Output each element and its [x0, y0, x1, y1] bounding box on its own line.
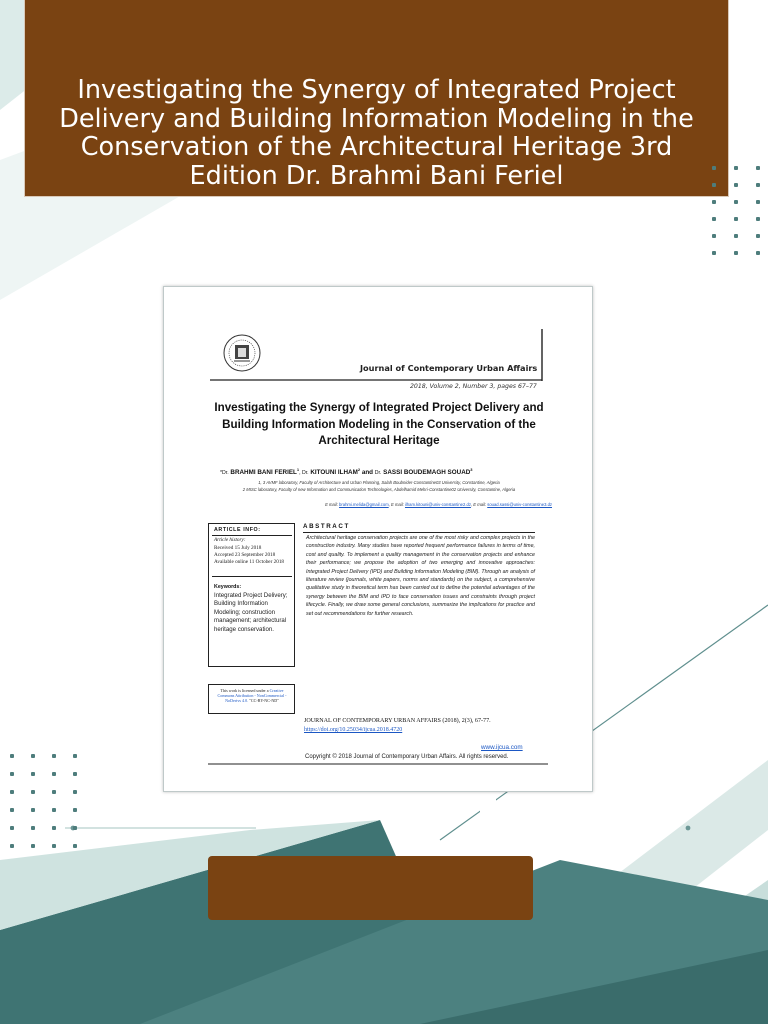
license-link[interactable]: Creative Commons Attribution - NonCommercial - NoDerivs 4.0.	[217, 688, 287, 704]
email-line	[212, 502, 552, 507]
received-date: Received 15 July 2018	[214, 545, 262, 551]
email-label: , E mail:	[388, 502, 404, 507]
author-prefix: , Dr.	[299, 470, 309, 477]
journal-logo	[224, 335, 260, 371]
accepted-date: Accepted 23 September 2018	[214, 552, 276, 558]
copyright: Copyright © 2018 Journal of Contemporary Urban Affairs. All rights reserved.	[305, 754, 509, 760]
dot-pattern-left	[10, 754, 77, 848]
divider	[212, 535, 292, 536]
cover-title: Investigating the Synergy of Integrated Project Delivery and Building Information Modeling in the Conservation of the Architectural Heritage 3rd Edition Dr. Brahmi Bani Feriel	[59, 75, 694, 191]
author-sup: 2	[357, 467, 361, 472]
cover-title-banner	[25, 0, 728, 196]
doi-link[interactable]: https://doi.org/10.25034/ijcua.2018.4720	[304, 727, 403, 733]
divider	[303, 532, 535, 533]
divider	[212, 576, 292, 577]
author-and: and	[361, 469, 374, 477]
affiliation-2: 2 MISC laboratory, Faculty of new Information and Communication Technologies, Abdelhamid Mehri-Constantine02 University, Constantine, Algeria	[242, 487, 516, 492]
author-name: KITOUNI ILHAM	[310, 469, 358, 477]
article-info-heading: ARTICLE INFO:	[214, 527, 261, 533]
email-link[interactable]: brahmi.melida@gmail.com	[339, 502, 389, 507]
abstract-text: Architectural heritage conservation projects are one of the most risky and complex projects in the construction industry. Many studies have reported frequent performance failures in terms of time, cost and quality. To implement a quality management in the conservation projects and enhance their performance; we propose the adoption of two emerging and innovative approaches: Integrated Project Delivery (IPD) and Building Information Modeling (BIM). Through an analysis of literature review (journals, white papers, norms and standards) on the subject, a comprehensive qualitative study in theoretical term has been carried out to define the potential advantages of the synergy between the BIM and IPD to face conservation issues and constraints through project lifecycle. Finally, we draw some general conclusions, summarize the implications for practice and set out recommendations for further research.	[306, 535, 535, 617]
author-sup: 1	[296, 467, 300, 472]
license-intro: This work is licensed under a	[220, 688, 269, 693]
author-prefix: Dr.	[374, 470, 382, 477]
abstract-heading: ABSTRACT	[303, 523, 350, 530]
author-name: BRAHMI BANI FERIEL	[230, 469, 297, 477]
article-history-label: Article history:	[214, 537, 246, 543]
email-link[interactable]: souad.sassi@univ-constantine3.dz	[487, 502, 552, 507]
dot-pattern-right	[712, 166, 760, 255]
author-sup: 3	[470, 467, 473, 472]
license-code: "CC-BY-NC-ND"	[249, 698, 279, 704]
license-box	[208, 684, 295, 714]
email-label: E mail:	[325, 502, 338, 507]
citation: JOURNAL OF CONTEMPORARY URBAN AFFAIRS (2018), 2(3), 67-77.	[304, 718, 491, 724]
keywords-label: Keywords:	[214, 584, 242, 590]
author-prefix: *Dr.	[220, 470, 229, 477]
volume-line: 2018, Volume 2, Number 3, pages 67–77	[410, 383, 537, 390]
website-link[interactable]: www.ijcua.com	[481, 744, 523, 751]
affiliation-1: 1, 3 AVMF laboratory, Faculty of Architecture and Urban Planning, Salah Boubnider-Constantine03 University, Constantine, Algeria	[258, 480, 500, 485]
keywords-text: Integrated Project Delivery; Building Information Modeling; construction management; architectural heritage conservation.	[214, 592, 288, 633]
email-link[interactable]: ilham.kitouni@univ-constantine2.dz	[404, 502, 471, 507]
license-text	[212, 688, 292, 704]
article-info-box	[208, 523, 295, 667]
paper-title: Investigating the Synergy of Integrated Project Delivery and Building Information Modeling in the Conservation of the Architectural Heritage	[214, 401, 544, 447]
available-date: Available online 11 October 2018	[214, 559, 285, 565]
email-label: , E mail:	[470, 502, 487, 507]
bottom-button-bar[interactable]	[208, 856, 533, 920]
document-preview[interactable]	[163, 286, 593, 792]
author-name: SASSI BOUDEMAGH SOUAD	[383, 469, 471, 477]
journal-name: Journal of Contemporary Urban Affairs	[360, 363, 538, 373]
author-line	[220, 467, 473, 476]
